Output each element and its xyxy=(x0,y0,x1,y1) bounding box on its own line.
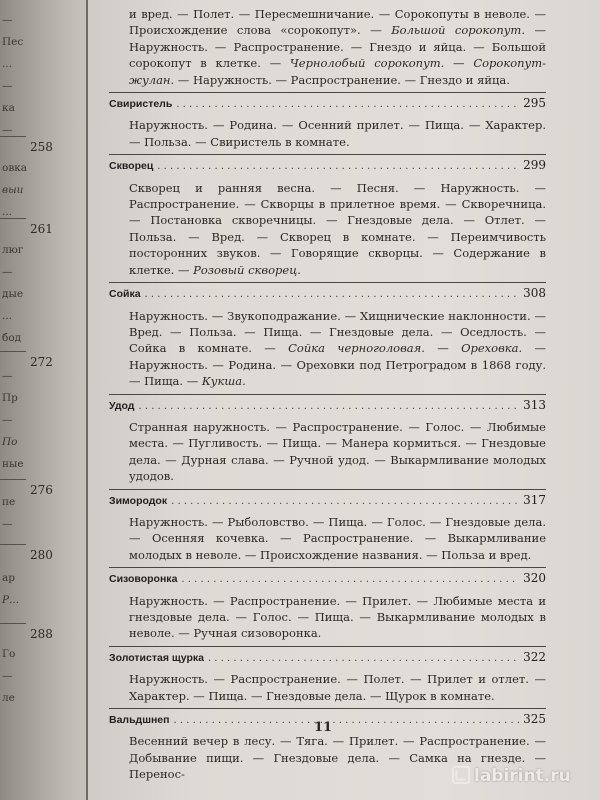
italic-species-name: Розовый скворец. xyxy=(193,262,301,277)
left-page-fragment: — xyxy=(2,414,13,426)
dot-leader xyxy=(157,159,519,175)
left-page-fragment: ... xyxy=(2,206,13,218)
left-page-fragment: ка xyxy=(2,102,15,114)
previous-page-edge xyxy=(0,0,86,800)
toc-entry-description xyxy=(109,514,546,563)
toc-entry-title: Скворец xyxy=(109,160,154,173)
left-page-fragment: ... xyxy=(2,58,13,70)
toc-entry-heading xyxy=(109,285,546,303)
toc-entry-description xyxy=(109,593,546,642)
left-page-fragment: Пес xyxy=(2,36,24,48)
description-text: Странная наружность. — Распространение. — Голос. — Любимые места. — Пугливость. — Пища. — Манера кормиться. — Гнездовые дела. — Дурная слава. — Ручной удод. — Выкармливание молодых удодов. xyxy=(129,419,546,484)
description-text: Весенний вечер в лесу. — Тяга. — Прилет. — Распространение. — Добывание пищи. — Гнездовые дела. — Самка на гнезде. — Перенос- xyxy=(129,734,546,782)
toc-entry[interactable] xyxy=(109,394,546,485)
left-page-fragment: Пр xyxy=(2,392,18,404)
toc-entry-page: 317 xyxy=(523,492,546,507)
left-page-number: 258 xyxy=(30,140,53,154)
toc-content xyxy=(109,0,546,785)
italic-species-name: Большой сорокопут. xyxy=(391,23,525,38)
toc-entry-title: Удод xyxy=(109,399,135,412)
description-text: и вред. — Полет. — Пересмешничание. — Сорокопуты в неволе. — Происхождение слова «сорокопут». — xyxy=(129,7,546,38)
toc-entry-heading xyxy=(109,649,546,667)
description-text: Наружность. — Распространение. — Прилет. — Любимые места и гнездовые дела. — Голос. — Пища. — Выкармливание молодых в неволе. — Ручная сизоворонка. xyxy=(129,593,546,641)
left-page-fragment: — xyxy=(2,670,13,682)
toc-entry-title: Сойка xyxy=(109,288,141,301)
toc-entry-heading xyxy=(109,570,546,588)
description-text: Наружность. — Родина. — Осенний прилет. — Пища. — Характер. — Польза. — Свиристель в комнате. xyxy=(129,118,546,149)
left-page-fragment: ар xyxy=(2,572,15,584)
toc-entry-description xyxy=(109,671,546,704)
toc-entry-description xyxy=(109,117,546,150)
dot-leader xyxy=(208,651,519,667)
dot-leader xyxy=(181,572,519,588)
toc-entry-description xyxy=(109,180,546,278)
dot-leader xyxy=(176,97,519,113)
left-page-fragment: — xyxy=(2,124,13,136)
description-text: — Наружность. — Родина. — Ореховки под Петроградом в 1868 году. — Пища. — xyxy=(129,341,546,389)
left-page-fragment: ... xyxy=(2,310,13,322)
left-page-rule xyxy=(0,623,26,624)
left-page-fragment: люг xyxy=(2,244,24,256)
left-page-fragment: — xyxy=(2,80,13,92)
toc-entry[interactable] xyxy=(109,489,546,564)
description-text: Наружность. — Распространение. — Полет. — Прилет и отлет. — Характер. — Пища. — Гнездовые дела. — Щурок в комнате. xyxy=(129,672,546,703)
left-page-number: 276 xyxy=(30,483,53,497)
left-page-fragment: ные xyxy=(2,458,24,470)
page-number: 11 xyxy=(314,720,333,735)
left-page-number: 272 xyxy=(30,355,53,369)
toc-entry-title: Золотистая щурка xyxy=(109,651,204,664)
toc-entry-title: Вальдшнеп xyxy=(109,714,170,727)
left-page-rule xyxy=(0,218,26,219)
toc-entry-page: 320 xyxy=(523,571,546,586)
toc-entry-description xyxy=(109,308,546,390)
description-text: Наружность. — Звукоподражание. — Хищнические наклонности. — Вред. — Польза. — Пища. — Гнездовые дела. — Оседлость. — Сойка в комнате. — xyxy=(129,308,546,356)
italic-species-name: Чернолобый сорокопут. — Сорокопут-жулан. xyxy=(129,56,546,87)
watermark-text: labirint.ru xyxy=(474,766,571,786)
toc-page xyxy=(88,0,600,800)
toc-entry-description xyxy=(109,419,546,485)
toc-entry[interactable] xyxy=(109,646,546,704)
toc-entry-title: Сизоворонка xyxy=(109,573,178,586)
left-page-fragment: — xyxy=(2,266,13,278)
toc-entry-page: 325 xyxy=(523,712,546,727)
toc-entry[interactable] xyxy=(109,282,546,389)
toc-entry-page: 308 xyxy=(523,286,546,301)
dot-leader xyxy=(174,713,520,729)
left-page-fragment: По xyxy=(2,436,18,448)
left-page-rule xyxy=(0,351,26,352)
description-text: — Наружность. — Распространение. — Гнездо и яйца. xyxy=(174,72,510,87)
left-page-fragment: выи xyxy=(2,184,24,196)
left-page-fragment: бод xyxy=(2,332,22,344)
toc-entry[interactable] xyxy=(109,92,546,150)
left-page-fragment: Го xyxy=(2,648,16,660)
toc-entry-page: 322 xyxy=(523,649,546,664)
toc-entry-page: 313 xyxy=(523,397,546,412)
labirint-logo-icon xyxy=(452,766,470,784)
left-page-fragment: — xyxy=(2,370,13,382)
description-text: Наружность. — Рыболовство. — Пища. — Голос. — Гнездовые дела. — Осенняя кочевка. — Распространение. — Выкармливание молодых в неволе. — Происхождение названия. — Польза и вред. xyxy=(129,514,546,562)
toc-entry-heading xyxy=(109,95,546,113)
continuation-text xyxy=(109,6,546,88)
toc-entry-title: Зимородок xyxy=(109,494,168,507)
left-page-fragment: пе xyxy=(2,496,16,508)
left-page-rule xyxy=(0,136,26,137)
dot-leader xyxy=(171,494,519,510)
description-text: Скворец и ранняя весна. — Песня. — Наружность. — Распространение. — Скворцы в прилетное время. — Скворечница. — Постановка скворечницы. — Гнездовые дела. — Отлет. — Польза. — Вред. — Скворец в комнате. — Переимчивость посторонних звуков. — Говорящие скворцы. — Содержание в клетке. — xyxy=(129,180,546,277)
left-page-rule xyxy=(0,544,26,545)
toc-entry-page: 299 xyxy=(523,158,546,173)
dot-leader xyxy=(138,399,519,415)
italic-species-name: Кукша. xyxy=(201,374,246,389)
left-page-fragment: — xyxy=(2,14,13,26)
left-page-fragment: Р... xyxy=(2,594,20,606)
toc-entry-title: Свиристель xyxy=(109,98,173,111)
italic-species-name: Сойка черноголовая. — Ореховка. xyxy=(288,341,523,356)
toc-entry-heading xyxy=(109,492,546,510)
toc-list xyxy=(109,92,546,783)
left-page-rule xyxy=(0,479,26,480)
dot-leader xyxy=(145,287,520,303)
left-page-fragment: ле xyxy=(2,692,15,704)
toc-entry[interactable] xyxy=(109,567,546,642)
left-page-fragment: овка xyxy=(2,162,28,174)
toc-entry-page: 295 xyxy=(523,96,546,111)
toc-entry-heading xyxy=(109,397,546,415)
description-text: — Наружность. — Распространение. — Гнездо и яйца. — Большой сорокопут в клетке. — xyxy=(129,23,546,71)
toc-entry-heading xyxy=(109,157,546,175)
left-page-fragment: — xyxy=(2,518,13,530)
toc-entry[interactable] xyxy=(109,154,546,278)
left-page-number: 261 xyxy=(30,222,53,236)
left-page-fragment: дые xyxy=(2,288,24,300)
left-page-number: 288 xyxy=(30,627,53,641)
left-page-number: 280 xyxy=(30,548,53,562)
watermark xyxy=(452,766,571,786)
